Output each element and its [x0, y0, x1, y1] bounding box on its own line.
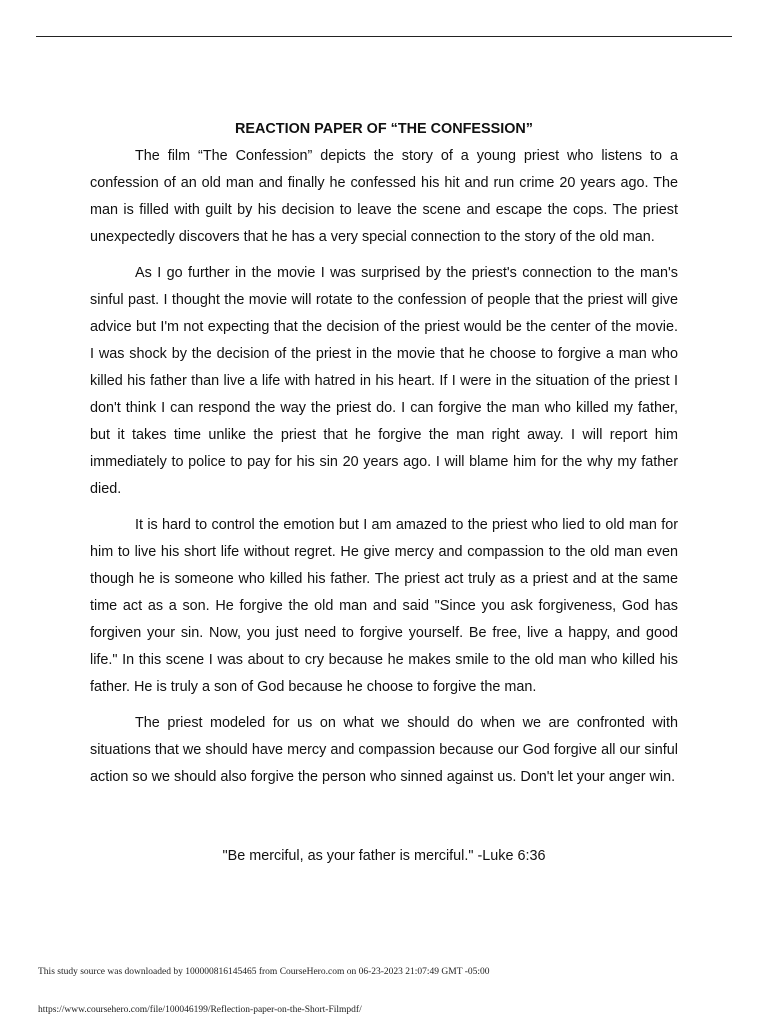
download-source-note: This study source was downloaded by 100000816145465 from CourseHero.com on 06-23-2023 21:07:49 GMT -05:00 — [38, 967, 490, 977]
top-rule — [36, 36, 732, 37]
source-url[interactable]: https://www.coursehero.com/file/100046199/Reflection-paper-on-the-Short-Filmpdf/ — [38, 1005, 362, 1015]
paragraph-4: The priest modeled for us on what we should do when we are confronted with situations that we should have mercy and compassion because our God forgive all our sinful action so we should also forgive the person who sinned against us. Don't let your anger win. — [90, 715, 678, 785]
document-title: REACTION PAPER OF “THE CONFESSION” — [235, 121, 533, 137]
paragraph-1: The film “The Confession” depicts the story of a young priest who listens to a confession of an old man and finally he confessed his hit and run crime 20 years ago. The man is filled with guilt by his decision to leave the scene and escape the cops. The priest unexpectedly discovers that he has a very special connection to the story of the old man. — [90, 148, 678, 245]
bible-quote: "Be merciful, as your father is merciful." -Luke 6:36 — [222, 848, 546, 864]
paragraph-3: It is hard to control the emotion but I am amazed to the priest who lied to old man for him to live his short life without regret. He give mercy and compassion to the old man even though he is someone who killed his father. The priest act truly as a priest and at the same time act as a son. He forgive the old man and said "Since you ask forgiveness, God has forgiven your sin. Now, you just need to forgive yourself. Be free, live a happy, and good life." In this scene I was about to cry because he makes smile to the old man who killed his father. He is truly a son of God because he choose to forgive the man. — [90, 517, 678, 695]
paragraph-2: As I go further in the movie I was surprised by the priest's connection to the man's sinful past. I thought the movie will rotate to the confession of people that the priest will give advice but I'm not expecting that the decision of the priest would be the center of the movie. I was shock by the decision of the priest in the movie that he choose to forgive a man who killed his father than live a life with hatred in his heart. If I were in the situation of the priest I don't think I can respond the way the priest do. I can forgive the man who killed my father, but it takes time unlike the priest that he forgive the man right away. I will report him immediately to police to pay for his sin 20 years ago. I will blame him for the why my father died. — [90, 265, 678, 497]
document-body — [90, 116, 678, 870]
